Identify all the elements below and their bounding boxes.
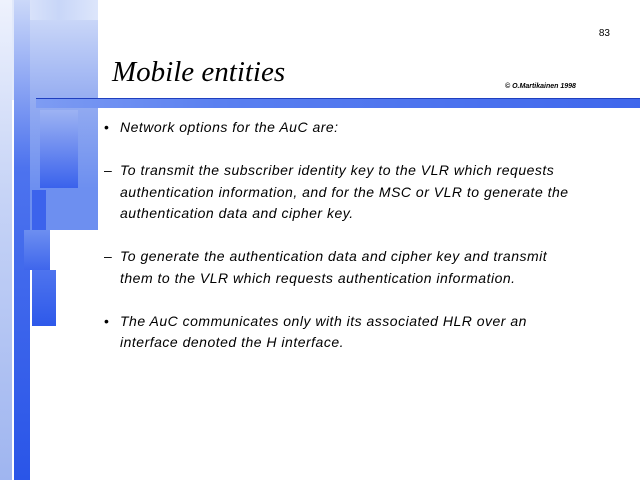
decorative-stripe: [40, 110, 78, 188]
bullet-item: [104, 117, 584, 139]
title-divider: [36, 98, 640, 108]
sub-item-text: To transmit the subscriber identity key to the VLR which requests authentication information, and for the MSC or VLR to generate the authentication data and cipher key.: [120, 162, 569, 221]
bullet-marker: •: [104, 312, 110, 329]
sub-item: [104, 246, 584, 289]
dash-marker: –: [104, 162, 113, 178]
dash-marker: –: [104, 248, 113, 264]
sub-item: [104, 160, 584, 225]
copyright-notice: © O.Martikainen 1998: [505, 83, 576, 90]
page-number: 83: [598, 28, 610, 39]
sub-item-text: To generate the authentication data and cipher key and transmit them to the VLR which requests authentication information.: [120, 248, 548, 286]
bullet-marker: •: [104, 119, 110, 135]
slide-body: [104, 117, 584, 375]
decorative-stripe: [32, 270, 56, 326]
decorative-stripe: [32, 190, 46, 234]
decorative-stripe: [24, 230, 50, 270]
slide-title: Mobile entities: [112, 56, 286, 88]
bullet-text: Network options for the AuC are:: [120, 119, 339, 135]
decorative-stripe: [0, 0, 12, 480]
bullet-text: The AuC communicates only with its associated HLR over an interface denoted the H interface.: [120, 312, 527, 350]
bullet-item: [104, 311, 584, 354]
